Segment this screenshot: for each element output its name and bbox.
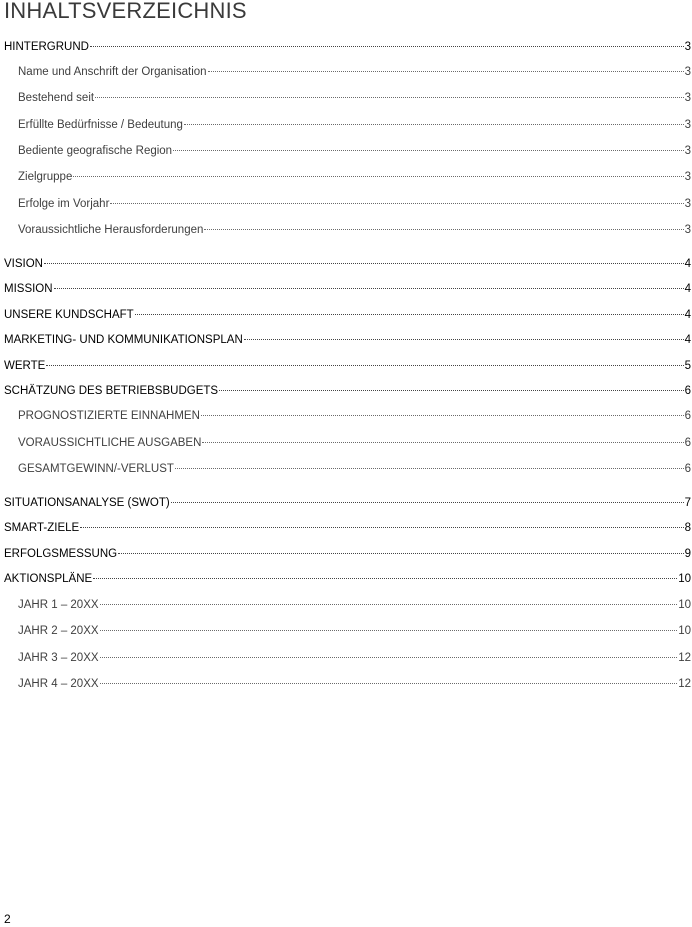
toc-entry-label: SCHÄTZUNG DES BETRIEBSBUDGETS [4, 385, 219, 397]
toc-entry-einnahmen[interactable] [18, 407, 691, 425]
toc-entry-label: AKTIONSPLÄNE [4, 573, 93, 585]
toc-entry-erfolgsmessung[interactable] [4, 545, 691, 563]
toc-entry-page: 6 [684, 385, 691, 397]
dot-leader [90, 45, 684, 47]
dot-leader [202, 441, 683, 443]
dot-leader [175, 467, 684, 469]
dot-leader [80, 526, 683, 528]
toc-entry-label: SMART-ZIELE [4, 522, 80, 534]
toc-entry-label: Name und Anschrift der Organisation [18, 66, 207, 78]
toc-entry-label: Zielgruppe [18, 171, 73, 183]
toc-entry-page: 5 [684, 360, 691, 372]
dot-leader [219, 389, 684, 391]
toc-entry-label: VISION [4, 258, 43, 270]
dot-leader [54, 287, 684, 289]
toc-entry-label: VORAUSSICHTLICHE AUSGABEN [18, 437, 202, 449]
toc-entry-erfuellte-beduerfnisse[interactable] [18, 116, 691, 134]
toc-entry-label: Erfüllte Bedürfnisse / Bedeutung [18, 119, 183, 131]
dot-leader [201, 414, 684, 416]
toc-entry-label: JAHR 1 – 20XX [18, 599, 99, 611]
dot-leader [244, 338, 684, 340]
toc-entry-page: 10 [678, 573, 691, 585]
dot-leader [171, 501, 684, 503]
toc-entry-name-und-anschrift[interactable] [18, 63, 691, 81]
page-number: 2 [4, 912, 11, 926]
dot-leader [118, 552, 683, 554]
toc-entry-label: JAHR 2 – 20XX [18, 625, 99, 637]
dot-leader [184, 123, 684, 125]
toc-entry-page: 3 [684, 198, 691, 210]
toc-entry-page: 3 [684, 41, 691, 53]
toc-entry-hintergrund[interactable] [4, 38, 691, 56]
toc-entry-page: 10 [678, 625, 691, 637]
toc-entry-page: 6 [684, 437, 691, 449]
toc-entry-swot[interactable] [4, 494, 691, 512]
toc-entry-bediente-region[interactable] [18, 142, 691, 160]
toc-entry-label: MARKETING- UND KOMMUNIKATIONSPLAN [4, 334, 243, 346]
dot-leader [135, 313, 684, 315]
toc-entry-page: 3 [684, 119, 691, 131]
toc-entry-ausgaben[interactable] [18, 434, 691, 452]
dot-leader [100, 682, 678, 684]
toc-entry-marketing-plan[interactable] [4, 331, 691, 349]
toc-entry-herausforderungen[interactable] [18, 221, 691, 239]
dot-leader [208, 70, 684, 72]
toc-entry-page: 9 [684, 548, 691, 560]
dot-leader [100, 656, 678, 658]
toc-entry-page: 12 [678, 678, 691, 690]
toc-entry-smart-ziele[interactable] [4, 519, 691, 537]
toc-entry-gesamtgewinn[interactable] [18, 460, 691, 478]
dot-leader [73, 175, 683, 177]
dot-leader [100, 629, 678, 631]
toc-entry-label: MISSION [4, 283, 53, 295]
toc-entry-page: 3 [684, 66, 691, 78]
toc-entry-page: 4 [684, 334, 691, 346]
toc-entry-label: PROGNOSTIZIERTE EINNAHMEN [18, 410, 200, 422]
toc-entry-label: Bestehend seit [18, 92, 95, 104]
toc-entry-label: GESAMTGEWINN/-VERLUST [18, 463, 174, 475]
toc-entry-jahr-1[interactable] [18, 596, 691, 614]
toc-entry-label: JAHR 4 – 20XX [18, 678, 99, 690]
toc-entry-page: 6 [684, 410, 691, 422]
toc-entry-page: 3 [684, 224, 691, 236]
toc-entry-page: 3 [684, 171, 691, 183]
toc-entry-label: ERFOLGSMESSUNG [4, 548, 118, 560]
toc-entry-zielgruppe[interactable] [18, 168, 691, 186]
toc-entry-label: JAHR 3 – 20XX [18, 652, 99, 664]
dot-leader [173, 149, 684, 151]
toc-entry-aktionsplaene[interactable] [4, 570, 691, 588]
toc-entry-page: 4 [684, 258, 691, 270]
dot-leader [46, 364, 683, 366]
toc-entry-page: 8 [684, 522, 691, 534]
toc-entry-vision[interactable] [4, 255, 691, 273]
dot-leader [44, 262, 684, 264]
toc-entry-label: WERTE [4, 360, 46, 372]
toc-entry-page: 4 [684, 283, 691, 295]
toc-entry-label: Bediente geografische Region [18, 145, 173, 157]
toc-entry-page: 10 [678, 599, 691, 611]
toc-entry-page: 7 [684, 497, 691, 509]
toc-entry-mission[interactable] [4, 280, 691, 298]
dot-leader [204, 228, 683, 230]
toc-entry-jahr-3[interactable] [18, 649, 691, 667]
toc-entry-unsere-kundschaft[interactable] [4, 306, 691, 324]
page-title: INHALTSVERZEICHNIS [4, 0, 247, 23]
toc-entry-page: 3 [684, 92, 691, 104]
dot-leader [100, 603, 678, 605]
toc-entry-page: 4 [684, 309, 691, 321]
toc-entry-label: UNSERE KUNDSCHAFT [4, 309, 134, 321]
toc-entry-label: HINTERGRUND [4, 41, 89, 53]
dot-leader [93, 577, 677, 579]
dot-leader [110, 202, 683, 204]
toc-entry-jahr-4[interactable] [18, 675, 691, 693]
toc-entry-erfolge-vorjahr[interactable] [18, 195, 691, 213]
toc-entry-label: SITUATIONSANALYSE (SWOT) [4, 497, 170, 509]
toc-entry-page: 6 [684, 463, 691, 475]
toc-entry-label: Voraussichtliche Herausforderungen [18, 224, 204, 236]
toc-entry-werte[interactable] [4, 357, 691, 375]
toc-entry-label: Erfolge im Vorjahr [18, 198, 110, 210]
dot-leader [95, 96, 684, 98]
toc-entry-page: 12 [678, 652, 691, 664]
toc-entry-bestehend-seit[interactable] [18, 89, 691, 107]
toc-entry-page: 3 [684, 145, 691, 157]
toc-entry-betriebsbudget[interactable] [4, 382, 691, 400]
toc-entry-jahr-2[interactable] [18, 622, 691, 640]
